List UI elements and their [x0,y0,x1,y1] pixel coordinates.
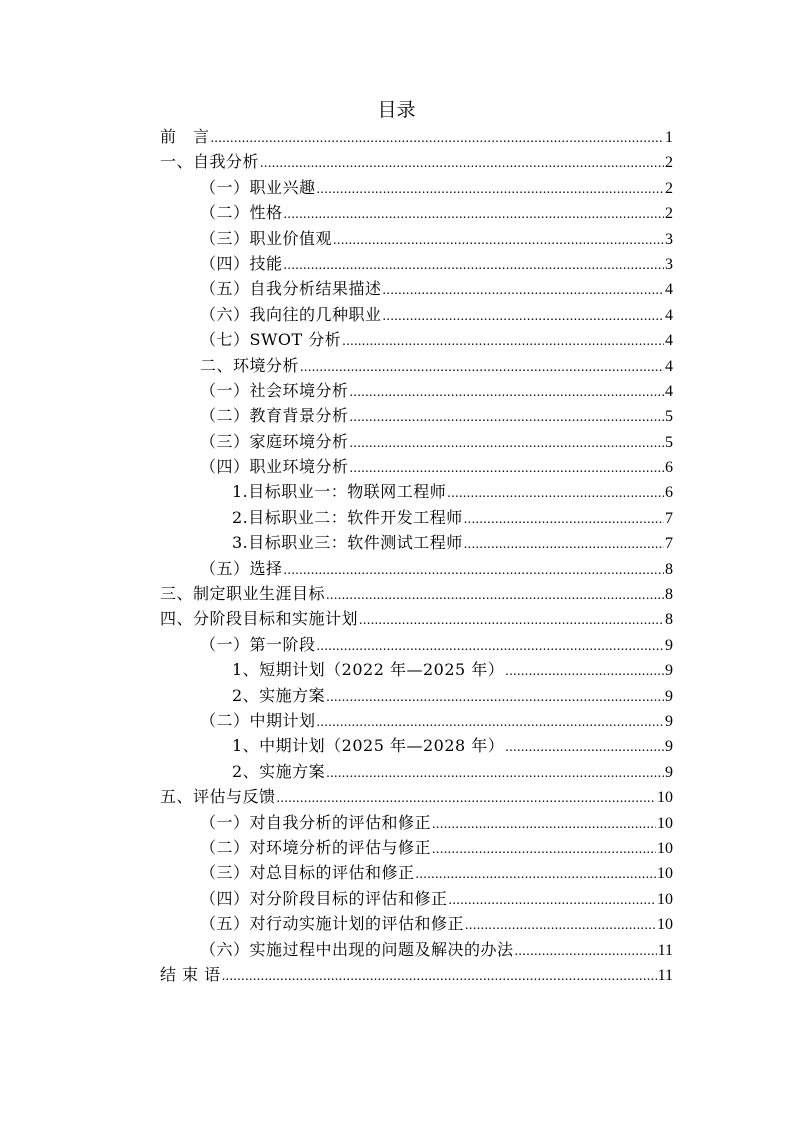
toc-entry-label: 2、实施方案 [232,761,326,781]
toc-entry[interactable] [160,556,673,581]
toc-dot-leader [260,151,664,176]
toc-entry-page-number: 8 [665,560,673,578]
toc-entry-page-number: 11 [657,941,673,959]
toc-entry[interactable] [160,378,673,403]
toc-entry-label: 1.目标职业一：物联网工程师 [232,482,447,502]
toc-entry[interactable] [160,175,673,200]
toc-entry-page-number: 10 [657,814,673,832]
toc-entry[interactable] [160,149,673,174]
toc-dot-leader [505,735,664,760]
table-of-contents [160,124,673,987]
toc-dot-leader [284,202,664,227]
toc-entry[interactable] [160,886,673,911]
toc-entry-label: （六）实施过程中出现的问题及解决的办法 [200,939,514,959]
toc-entry-page-number: 6 [665,484,673,502]
toc-entry-page-number: 10 [657,865,673,883]
toc-entry[interactable] [160,784,673,809]
toc-dot-leader [359,608,664,633]
toc-dot-leader [416,862,656,887]
toc-entry-page-number: 10 [657,839,673,857]
toc-entry[interactable] [160,860,673,885]
toc-dot-leader [284,558,664,583]
toc-dot-leader [515,939,657,964]
toc-entry-page-number: 9 [665,636,673,654]
toc-dot-leader [505,659,664,684]
toc-entry-page-number: 9 [665,763,673,781]
toc-entry-page-number: 4 [665,306,673,324]
toc-dot-leader [432,812,656,837]
toc-dot-leader [350,456,664,481]
toc-entry[interactable] [160,530,673,555]
toc-entry-page-number: 9 [665,687,673,705]
toc-entry-label: （四）对分阶段目标的评估和修正 [200,888,448,908]
toc-entry-page-number: 8 [665,586,673,604]
toc-entry-label: 一、自我分析 [160,152,260,172]
toc-entry-page-number: 10 [657,789,673,807]
toc-dot-leader [222,964,657,989]
toc-entry-page-number: 4 [665,382,673,400]
toc-entry-label: （一）社会环境分析 [200,380,349,400]
toc-entry-page-number: 10 [657,890,673,908]
toc-entry-label: 五、评估与反馈 [160,787,276,807]
toc-dot-leader [432,837,656,862]
toc-entry-page-number: 5 [665,408,673,426]
toc-entry-label: 3.目标职业三：软件测试工程师 [232,533,463,553]
toc-entry-label: （七）SWOT 分析 [200,330,342,350]
toc-entry[interactable] [160,200,673,225]
toc-entry[interactable] [160,226,673,251]
toc-entry-label: （二）对环境分析的评估与修正 [200,837,432,857]
toc-dot-leader [326,583,664,608]
toc-entry[interactable] [160,683,673,708]
toc-entry-page-number: 1 [665,129,673,146]
toc-entry[interactable] [160,276,673,301]
toc-entry-label: 结 束 语 [160,964,221,984]
toc-title: 目录 [377,99,416,121]
toc-dot-leader [333,228,664,253]
toc-dot-leader [464,532,664,557]
toc-dot-leader [383,278,664,303]
toc-entry-label: 四、分阶段目标和实施计划 [160,609,359,629]
toc-entry-page-number: 4 [665,332,673,350]
toc-entry-label: （一）对自我分析的评估和修正 [200,812,432,832]
toc-entry-page-number: 9 [665,712,673,730]
toc-dot-leader [350,380,664,405]
toc-entry-page-number: 2 [665,205,673,223]
toc-dot-leader [465,913,656,938]
toc-entry-label: （四）技能 [200,253,283,273]
toc-entry-label: （五）自我分析结果描述 [200,279,382,299]
toc-entry-label: （二）教育背景分析 [200,406,349,426]
toc-entry-label: 1、短期计划（2022 年—2025 年） [232,660,505,680]
toc-entry-label: 前 言 [160,127,210,146]
toc-entry[interactable] [160,835,673,860]
toc-entry-label: 三、制定职业生涯目标 [160,584,326,604]
toc-entry[interactable] [160,353,673,378]
toc-entry[interactable] [160,479,673,504]
toc-entry[interactable] [160,454,673,479]
toc-entry-page-number: 9 [665,738,673,756]
toc-entry[interactable] [160,937,673,962]
toc-dot-leader [317,634,664,659]
toc-entry[interactable] [160,632,673,657]
toc-entry-label: 1、中期计划（2025 年—2028 年） [232,736,505,756]
toc-dot-leader [317,177,664,202]
toc-entry-page-number: 2 [665,179,673,197]
toc-entry[interactable] [160,581,673,606]
toc-entry[interactable] [160,606,673,631]
toc-entry[interactable] [160,708,673,733]
toc-dot-leader [326,761,664,786]
toc-entry-page-number: 3 [665,255,673,273]
toc-entry-label: （一）第一阶段 [200,634,316,654]
toc-dot-leader [464,507,664,532]
toc-entry[interactable] [160,759,673,784]
toc-dot-leader [317,710,664,735]
toc-entry-label: （二）性格 [200,203,283,223]
toc-entry[interactable] [160,657,673,682]
toc-entry-page-number: 3 [665,230,673,248]
toc-dot-leader [342,329,664,354]
toc-entry-label: （二）中期计划 [200,710,316,730]
toc-entry-label: 二、环境分析 [200,355,300,375]
toc-entry-page-number: 4 [665,357,673,375]
toc-dot-leader [383,304,664,329]
toc-entry-label: （四）职业环境分析 [200,457,349,477]
toc-entry[interactable] [160,251,673,276]
toc-entry-page-number: 9 [665,662,673,680]
toc-entry[interactable] [160,505,673,530]
toc-entry-page-number: 4 [665,281,673,299]
toc-entry-page-number: 11 [657,966,673,984]
toc-dot-leader [350,431,664,456]
toc-entry-page-number: 7 [665,535,673,553]
toc-entry-label: （六）我向往的几种职业 [200,304,382,324]
toc-entry[interactable] [160,962,673,987]
toc-entry-page-number: 6 [665,459,673,477]
toc-entry[interactable] [160,327,673,352]
toc-entry-page-number: 5 [665,433,673,451]
toc-dot-leader [350,405,664,430]
toc-entry[interactable] [160,429,673,454]
toc-dot-leader [211,126,664,151]
toc-dot-leader [449,888,656,913]
toc-entry[interactable] [160,124,673,149]
toc-entry-label: 2.目标职业二：软件开发工程师 [232,507,463,527]
toc-entry-label: （三）对总目标的评估和修正 [200,863,415,883]
toc-entry[interactable] [160,733,673,758]
toc-dot-leader [284,253,664,278]
toc-entry-label: 2、实施方案 [232,685,326,705]
toc-dot-leader [300,355,664,380]
toc-entry[interactable] [160,302,673,327]
toc-entry-label: （一）职业兴趣 [200,177,316,197]
toc-entry-label: （三）家庭环境分析 [200,431,349,451]
toc-entry[interactable] [160,911,673,936]
toc-dot-leader [447,481,664,506]
toc-entry-label: （五）对行动实施计划的评估和修正 [200,914,465,934]
toc-entry-label: （三）职业价值观 [200,228,333,248]
toc-entry-page-number: 8 [665,611,673,629]
toc-entry-label: （五）选择 [200,558,283,578]
toc-entry-page-number: 2 [665,154,673,172]
toc-dot-leader [326,685,664,710]
toc-entry[interactable] [160,810,673,835]
toc-entry[interactable] [160,403,673,428]
toc-entry-page-number: 7 [665,509,673,527]
toc-entry-page-number: 10 [657,916,673,934]
toc-dot-leader [277,786,656,811]
